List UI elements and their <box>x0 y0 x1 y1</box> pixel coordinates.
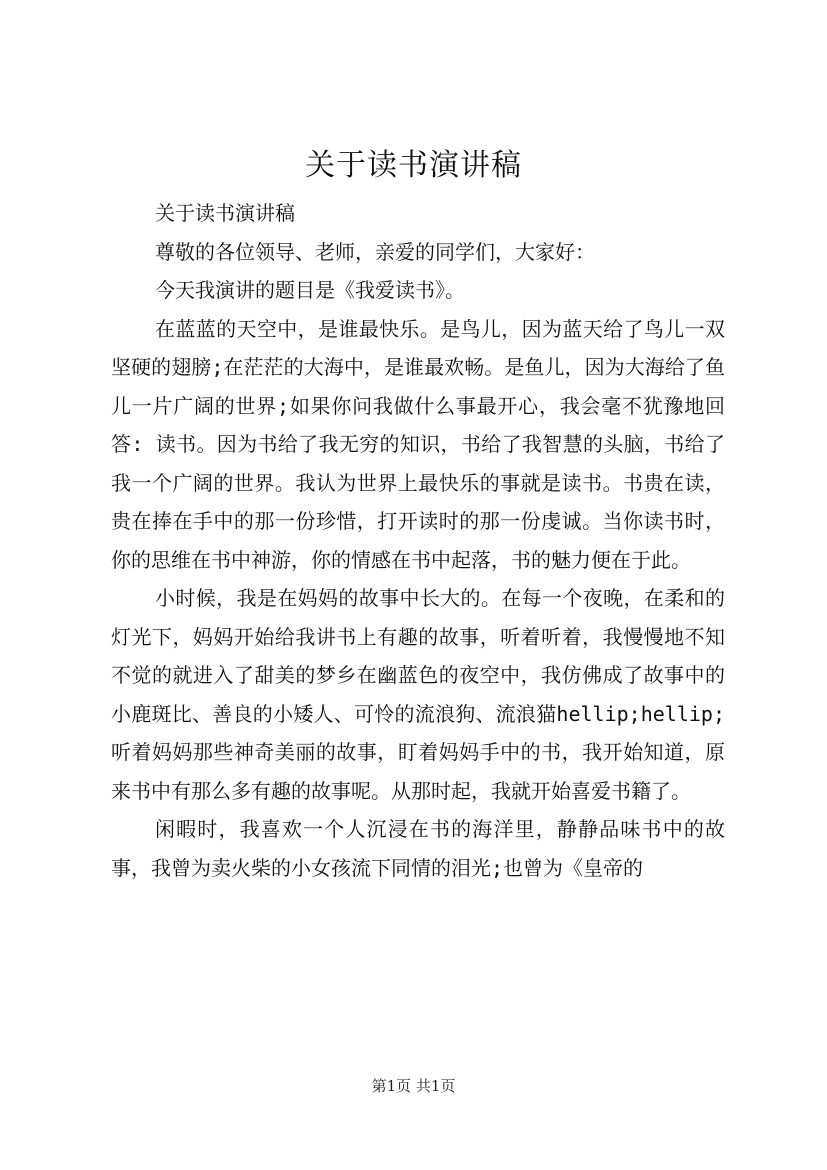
paragraph-heading-repeat: 关于读书演讲稿 <box>155 201 295 225</box>
paragraph-greeting: 尊敬的各位领导、老师，亲爱的同学们，大家好： <box>155 239 595 264</box>
page-number-footer: 第1页 共1页 <box>371 1077 456 1095</box>
paragraph-sky-sea: 在蓝蓝的天空中，是谁最快乐。是鸟儿，因为蓝天给了鸟儿一双坚硬的翅膀;在茫茫的大海中，是谁最欢畅。是鱼儿，因为大海给了鱼儿一片广阔的世界;如果你问我做什么事最开心，我会毫不犹豫地回答: 读书。因为书给了我无穷的知识，书给了我智慧的头脑，书给了我一个广阔的世界。我认为世界上最快乐的事就是读书。书贵在读，贵在捧在手中的那一份珍惜，打开读时的那一份虔诚。当你读书时，你的思维在书中神游，你的情感在书中起落，书的魅力便在于此。 <box>111 316 725 572</box>
document-body <box>111 194 725 887</box>
document-title: 关于读书演讲稿 <box>305 148 522 183</box>
paragraph-topic: 今天我演讲的题目是《我爱读书》。 <box>155 278 465 302</box>
paragraph-childhood: 小时候，我是在妈妈的故事中长大的。在每一个夜晚，在柔和的灯光下，妈妈开始给我讲书上有趣的故事，听着听着，我慢慢地不知不觉的就进入了甜美的梦乡在幽蓝色的夜空中，我仿佛成了故事中的小鹿斑比、善良的小矮人、可怜的流浪狗、流浪猫hellip;hellip;听着妈妈那些神奇美丽的故事，盯着妈妈手中的书，我开始知道，原来书中有那么多有趣的故事呢。从那时起，我就开始喜爱书籍了。 <box>111 586 725 803</box>
paragraph-leisure: 闲暇时，我喜欢一个人沉浸在书的海洋里，静静品味书中的故事，我曾为卖火柴的小女孩流下同情的泪光;也曾为《皇帝的 <box>111 817 725 880</box>
